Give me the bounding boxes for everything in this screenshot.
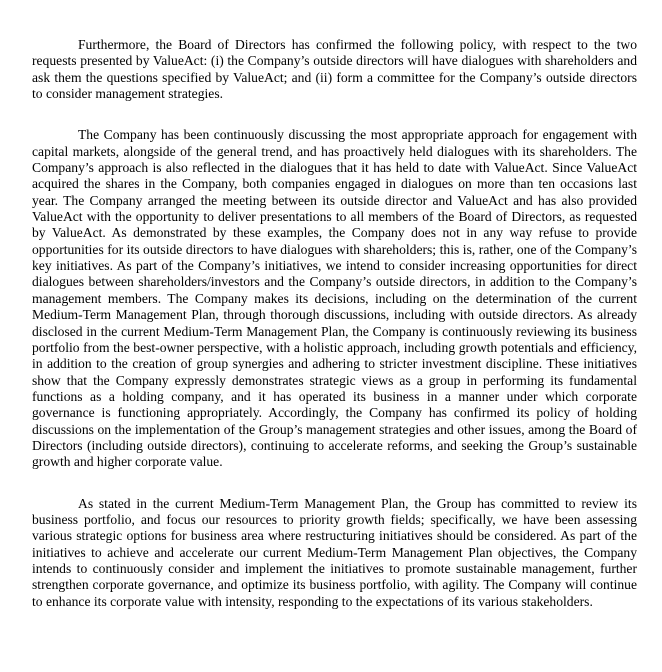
- paragraph-engagement-approach: The Company has been continuously discussing the most appropriate approach for engagement with capital markets, alongside of the general trend, and has proactively held dialogues with its shareholders. The Company’s approach is also reflected in the dialogues that it has held to date with ValueAct. Since ValueAct acquired the shares in the Company, both companies engaged in dialogues on more than ten occasions last year. The Company arranged the meeting between its outside director and ValueAct and has also provided ValueAct with the opportunity to deliver presentations to all members of the Board of Directors, as requested by ValueAct. As demonstrated by these examples, the Company does not in any way refuse to provide opportunities for its outside directors to have dialogues with shareholders; this is, rather, one of the Company’s key initiatives. As part of the Company’s initiatives, we intend to consider increasing opportunities for direct dialogues between shareholders/investors and the Company’s outside directors, in addition to the Company’s management members. The Company makes its decisions, including on the determination of the current Medium-Term Management Plan, through thorough discussions, including with outside directors. As already disclosed in the current Medium-Term Management Plan, the Company is continuously reviewing its business portfolio from the best-owner perspective, with a holistic approach, including growth potentials and efficiency, in addition to the creation of group synergies and adhering to stricter investment discipline. These initiatives show that the Company expressly demonstrates strategic views as a group in performing its fundamental functions as a holding company, and it has operated its business in a manner under which corporate governance is functioning appropriately. Accordingly, the Company has confirmed its policy of holding discussions on the implementation of the Group’s management strategies and other issues, among the Board of Directors (including outside directors), continuing to accelerate reforms, and seeking the Group’s sustainable growth and higher corporate value.: [32, 127, 637, 470]
- document-body: [32, 37, 637, 610]
- paragraph-business-portfolio: As stated in the current Medium-Term Management Plan, the Group has committed to review its business portfolio, and focus our resources to priority growth fields; specifically, we have been assessing various strategic options for business area where restructuring initiatives should be considered. As part of the initiatives to achieve and accelerate our current Medium-Term Management Plan objectives, the Company intends to continuously consider and implement the initiatives to promote sustainable management, further strengthen corporate governance, and optimize its business portfolio, with agility. The Company will continue to enhance its corporate value with intensity, responding to the expectations of its various stakeholders.: [32, 495, 637, 609]
- paragraph-policy-confirmation: Furthermore, the Board of Directors has confirmed the following policy, with respect to the two requests presented by ValueAct: (i) the Company’s outside directors will have dialogues with shareholders and ask them the questions specified by ValueAct; and (ii) form a committee for the Company’s outside directors to consider management strategies.: [32, 37, 637, 102]
